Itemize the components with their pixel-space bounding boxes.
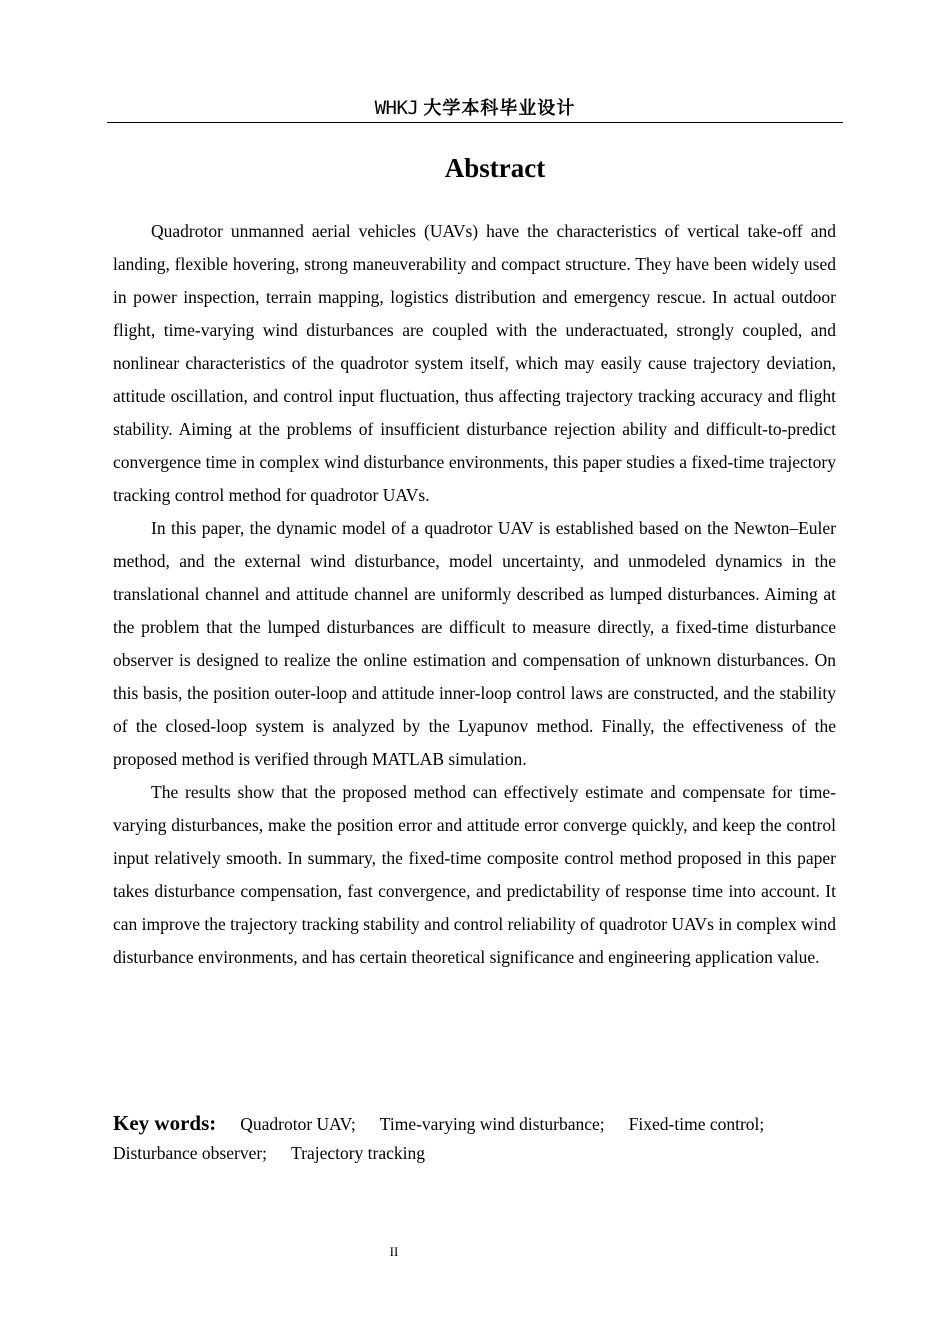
keywords-label: Key words: [113, 1111, 217, 1135]
keywords-section [113, 1109, 843, 1168]
header-school-code: WHKJ [374, 97, 419, 119]
keyword-item: Trajectory tracking [291, 1143, 426, 1163]
keyword-item: Time-varying wind disturbance; [379, 1114, 605, 1134]
header-rule [107, 122, 843, 123]
keyword-item: Quadrotor UAV; [240, 1114, 356, 1134]
header-thesis-label: 大学本科毕业设计 [423, 98, 576, 119]
abstract-paragraph-1: Quadrotor unmanned aerial vehicles (UAVs) have the characteristics of vertical take-off and landing, flexible hovering, strong maneuverability and compact structure. They have been widely used in power inspection, terrain mapping, logistics distribution and emergency rescue. In actual outdoor flight, time-varying wind disturbances are coupled with the underactuated, strongly coupled, and nonlinear characteristics of the quadrotor system itself, which may easily cause trajectory deviation, attitude oscillation, and control input fluctuation, thus affecting trajectory tracking accuracy and flight stability. Aiming at the problems of insufficient disturbance rejection ability and difficult-to-predict convergence time in complex wind disturbance environments, this paper studies a fixed-time trajectory tracking control method for quadrotor UAVs. [113, 221, 836, 505]
abstract-paragraph-3: The results show that the proposed method can effectively estimate and compensate for time-varying disturbances, make the position error and attitude error converge quickly, and keep the control input relatively smooth. In summary, the fixed-time composite control method proposed in this paper takes disturbance compensation, fast convergence, and predictability of response time into account. It can improve the trajectory tracking stability and control reliability of quadrotor UAVs in complex wind disturbance environments, and has certain theoretical significance and engineering application value. [113, 782, 836, 967]
keyword-item: Fixed-time control; [628, 1114, 765, 1134]
keyword-item: Disturbance observer; [113, 1143, 268, 1163]
abstract-body [113, 215, 836, 974]
abstract-paragraph-2: In this paper, the dynamic model of a quadrotor UAV is established based on the Newton–Euler method, and the external wind disturbance, model uncertainty, and unmodeled dynamics in the translational channel and attitude channel are uniformly described as lumped disturbances. Aiming at the problem that the lumped disturbances are difficult to measure directly, a fixed-time disturbance observer is designed to realize the online estimation and compensation of unknown disturbances. On this basis, the position outer-loop and attitude inner-loop control laws are constructed, and the stability of the closed-loop system is analyzed by the Lyapunov method. Finally, the effectiveness of the proposed method is verified through MATLAB simulation. [113, 518, 836, 769]
page-number: II [389, 1244, 399, 1259]
page-header [107, 95, 843, 121]
page-title: Abstract [444, 153, 546, 183]
